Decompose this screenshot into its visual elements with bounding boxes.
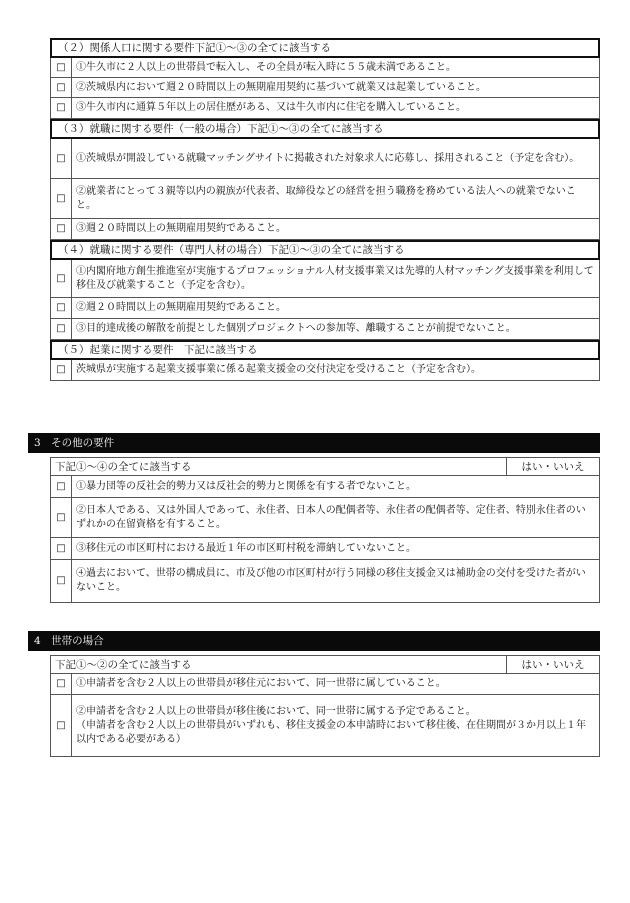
section-title-household: 4 世帯の場合 — [28, 631, 600, 651]
startup-table — [50, 359, 600, 381]
table-row — [51, 219, 600, 240]
yes-no-answer[interactable]: はい・いいえ — [506, 656, 599, 673]
condition-label: 下記①～②の全てに該当する — [55, 659, 192, 671]
table-row — [51, 498, 600, 538]
section-heading-startup: （５）起業に関する要件 下記に該当する — [50, 340, 600, 360]
table-row — [51, 674, 600, 695]
requirement-text: ①申請者を含む２人以上の世帯員が移住元において、同一世帯に属していること。 — [72, 674, 600, 695]
related-population-table — [50, 57, 600, 119]
checkbox[interactable]: □ — [51, 298, 72, 319]
table-row — [51, 78, 600, 98]
requirement-text: ①内閣府地方創生推進室が実施するプロフェッショナル人材支援事業又は先導的人材マッチング支援事業を利用して移住及び就業すること（予定を含む）。 — [72, 260, 600, 298]
table-row — [51, 260, 600, 298]
requirement-text: ④過去において、世帯の構成員に、市及び他の市区町村が行う同様の移住支援金又は補助金の交付を受けた者がいないこと。 — [72, 560, 600, 603]
requirement-text: ③目的達成後の解散を前提とした個別プロジェクトへの参加等、離職することが前提でないこと。 — [72, 319, 600, 340]
household-block — [50, 655, 600, 757]
checkbox[interactable]: □ — [51, 319, 72, 340]
section-heading-employment-specialist: （４）就職に関する要件（専門人材の場合）下記①～③の全てに該当する — [50, 240, 600, 260]
requirement-text: ②就業者にとって３親等以内の親族が代表者、取締役などの経営を担う職務を務めている法人への就業でないこと。 — [72, 179, 600, 219]
table-row — [51, 538, 600, 560]
requirement-cell — [72, 695, 600, 757]
employment-general-table — [50, 138, 600, 240]
section-title-other-requirements: 3 その他の要件 — [28, 433, 600, 453]
employment-specialist-table — [50, 259, 600, 340]
requirement-text: ②週２０時間以上の無期雇用契約であること。 — [72, 298, 600, 319]
condition-row — [50, 457, 600, 476]
requirement-text: ①牛久市に２人以上の世帯員で転入し、その全員が転入時に５５歳未満であること。 — [72, 58, 600, 78]
checkbox[interactable]: □ — [51, 674, 72, 695]
requirement-text: ②申請者を含む２人以上の世帯員が移住後において、同一世帯に属する予定であること。 — [76, 705, 476, 717]
table-row — [51, 695, 600, 757]
checkbox[interactable]: □ — [51, 538, 72, 560]
checkbox[interactable]: □ — [51, 179, 72, 219]
table-row — [51, 298, 600, 319]
requirements-upper — [50, 38, 600, 381]
requirement-text: ②茨城県内において週２０時間以上の無期雇用契約に基づいて就業又は起業していること。 — [72, 78, 600, 98]
requirement-text: ③牛久市内に通算５年以上の居住歴がある、又は牛久市内に住宅を購入していること。 — [72, 98, 600, 119]
checkbox[interactable]: □ — [51, 139, 72, 179]
checkbox[interactable]: □ — [51, 78, 72, 98]
requirement-text: ③週２０時間以上の無期雇用契約であること。 — [72, 219, 600, 240]
other-requirements-block — [50, 457, 600, 603]
table-row — [51, 98, 600, 119]
requirement-text: ①暴力団等の反社会的勢力又は反社会的勢力と関係を有する者でないこと。 — [72, 476, 600, 498]
other-requirements-table — [50, 475, 600, 603]
checkbox[interactable]: □ — [51, 98, 72, 119]
requirement-text: ③移住元の市区町村における最近１年の市区町村税を滞納していないこと。 — [72, 538, 600, 560]
table-row — [51, 319, 600, 340]
table-row — [51, 476, 600, 498]
section-heading-employment-general: （３）就職に関する要件（一般の場合）下記①～③の全てに該当する — [50, 119, 600, 139]
yes-no-answer[interactable]: はい・いいえ — [506, 458, 599, 475]
checkbox[interactable]: □ — [51, 695, 72, 757]
requirement-text: ②日本人である、又は外国人であって、永住者、日本人の配偶者等、永住者の配偶者等、定住者、特別永住者のいずれかの在留資格を有すること。 — [72, 498, 600, 538]
requirement-text: ①茨城県が開設している就職マッチングサイトに掲載された対象求人に応募し、採用されること（予定を含む）。 — [72, 139, 600, 179]
table-row — [51, 360, 600, 381]
section-heading-related-population: （２）関係人口に関する要件下記①～③の全てに該当する — [50, 38, 600, 58]
requirement-note: （申請者を含む２人以上の世帯員がいずれも、移住支援金の本申請時において移住後、在住期間が３か月以上１年以内である必要がある） — [76, 719, 586, 745]
checkbox[interactable]: □ — [51, 476, 72, 498]
household-table — [50, 673, 600, 757]
table-row — [51, 179, 600, 219]
requirement-text: 茨城県が実施する起業支援事業に係る起業支援金の交付決定を受けること（予定を含む）。 — [72, 360, 600, 381]
condition-row — [50, 655, 600, 674]
checkbox[interactable]: □ — [51, 58, 72, 78]
table-row — [51, 139, 600, 179]
checkbox[interactable]: □ — [51, 498, 72, 538]
condition-label: 下記①～④の全てに該当する — [55, 461, 192, 473]
checkbox[interactable]: □ — [51, 219, 72, 240]
checkbox[interactable]: □ — [51, 560, 72, 603]
checkbox[interactable]: □ — [51, 260, 72, 298]
checkbox[interactable]: □ — [51, 360, 72, 381]
table-row — [51, 58, 600, 78]
table-row — [51, 560, 600, 603]
